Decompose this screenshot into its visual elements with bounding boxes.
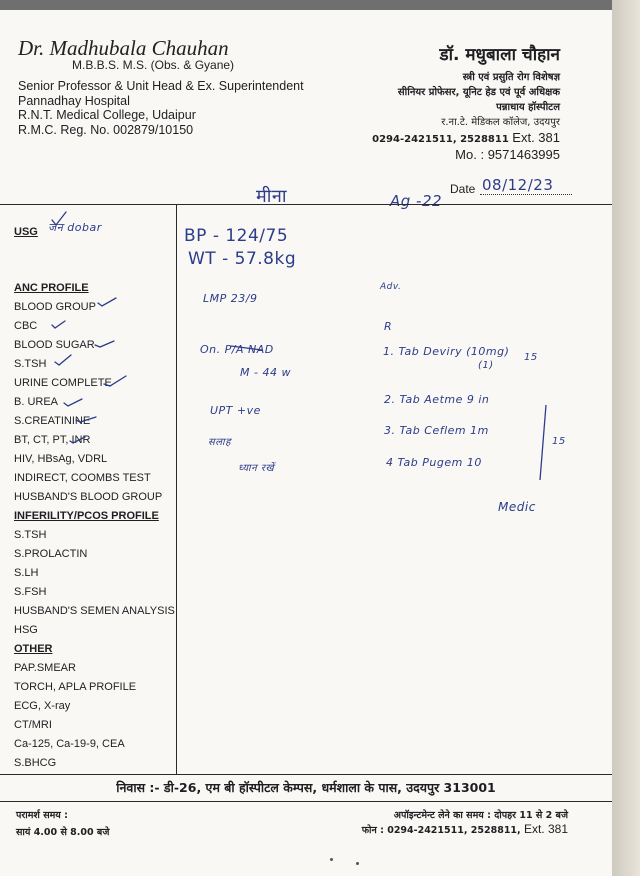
other-heading: OTHER [14,643,53,655]
hospital-hindi: पन्नाधाय हॉस्पीटल [496,102,560,113]
checklist-item: CT/MRI [14,719,52,731]
checklist-item: B. UREA [14,396,59,408]
checklist-item: S.TSH [14,358,47,370]
specialty-hindi: स्त्री एवं प्रसुति रोग विशेषज्ञ [462,72,560,83]
phone-numbers: 0294-2421511, 2528811 [372,134,509,145]
rx-item-2: 2. Tab Aetme 9 in [384,393,490,406]
advice-note-2: ध्यान रखें [238,463,275,474]
checklist-item: PAP.SMEAR [14,662,76,674]
date-label: Date [450,182,476,196]
checklist-item: S.LH [14,567,39,579]
checklist-item: Ca-125, Ca-19-9, CEA [14,738,125,750]
residence-address: निवास :- डी-26, एम बी हॉस्पीटल केम्पस, धर्मशाला के पास, उदयपुर 313001 [116,780,496,795]
doctor-signature: Medic [498,500,536,514]
scan-edge-right [612,0,640,876]
upt-note: UPT +ve [210,404,261,417]
doctor-name-english: Dr. Madhubala Chauhan [18,36,229,60]
patient-age: Ag -22 [390,192,443,210]
checklist-item: HUSBAND'S SEMEN ANALYSIS [14,605,175,617]
paper-speck [330,858,333,861]
checklist-item: S.PROLACTIN [14,548,88,560]
doctor-name-hindi: डॉ. मधुबाला चौहान [439,45,560,65]
scan-edge-top [0,0,640,10]
checklist-item: BLOOD SUGAR [14,339,95,351]
exam-note: On. P/A NAD [200,343,274,356]
mobile-number: 9571463995 [487,147,560,162]
checklist-item: CBC [14,320,38,332]
checklist-item: S.FSH [14,586,47,598]
checklist-item: HIV, HBsAg, VDRL [14,453,108,465]
footer-phone-extension: Ext. 381 [523,822,568,836]
lmp-note: LMP 23/9 [203,292,258,305]
checklist-item: S.CREATININE [14,415,91,427]
checklist-item: ECG, X-ray [14,700,71,712]
checklist-item: INDIRECT, COOMBS TEST [14,472,151,484]
designation-hindi: सीनियर प्रोफेसर, यूनिट हेड एवं पूर्व अधिक्षक [397,87,560,98]
bracket-line [540,405,546,480]
checklist-item: BT, CT, PT, INR [14,434,91,446]
designation-line: Senior Professor & Unit Head & Ex. Superintendent [18,79,304,93]
rx-total-quantity: 15 [552,436,566,447]
mobile-label: Mo. : [455,147,485,162]
rx-item-4: 4 Tab Pugem 10 [386,456,482,469]
date-value: 08/12/23 [482,176,554,194]
rx-item-1-quantity: 15 [524,352,538,363]
blood-pressure: BP - 124/75 [184,226,289,246]
phone-extension: Ext. 381 [512,130,560,145]
registration-line: R.M.C. Reg. No. 002879/10150 [18,122,194,137]
checklist-item: URINE COMPLETE [14,377,112,389]
college-hindi: र.ना.टे. मेडिकल कॉलेज, उदयपुर [441,117,560,128]
checklist-item: TORCH, APLA PROFILE [14,681,137,693]
rx-item-1: 1. Tab Deviry (10mg) [383,345,510,358]
rx-item-1-dose: (1) [478,360,494,371]
hospital-line: Pannadhay Hospital [18,93,130,108]
rx-advice: Adv. [380,282,402,292]
anc-profile-heading: ANC PROFILE [14,282,89,294]
footer-phone-numbers: फोन : 0294-2421511, 2528811, [361,825,521,836]
usg-note: जन dobar [48,221,102,234]
advice-note-1: सलाह [208,437,231,448]
patient-name: मीना [256,186,288,207]
appointment-time: अपॉइन्टमेन्ट लेने का समय : दोपहर 11 से 2 बजे [393,810,568,821]
strike-line [231,346,262,350]
checklist-item: S.TSH [14,529,47,541]
checklist-item: HUSBAND'S BLOOD GROUP [14,491,163,503]
college-line: R.N.T. Medical College, Udaipur [18,108,196,122]
footer-phone [362,822,568,836]
infertility-profile-heading: INFERILITY/PCOS PROFILE [14,510,159,522]
exam-detail: M - 44 w [240,366,291,379]
checklist-item: S.BHCG [14,757,57,769]
weight: WT - 57.8kg [188,249,297,269]
paper-speck [356,862,359,865]
checklist-item: BLOOD GROUP [14,301,96,313]
consultation-time: सायं 4.00 से 8.00 बजे [16,827,110,838]
checklist-item: HSG [14,624,38,636]
doctor-qualifications: M.B.B.S. M.S. (Obs. & Gyane) [72,58,235,72]
rx-mark: R [384,320,393,333]
consultation-label: परामर्श समय : [16,810,68,821]
usg-heading: USG [14,226,38,238]
rx-item-3: 3. Tab Ceflem 1m [384,424,489,437]
